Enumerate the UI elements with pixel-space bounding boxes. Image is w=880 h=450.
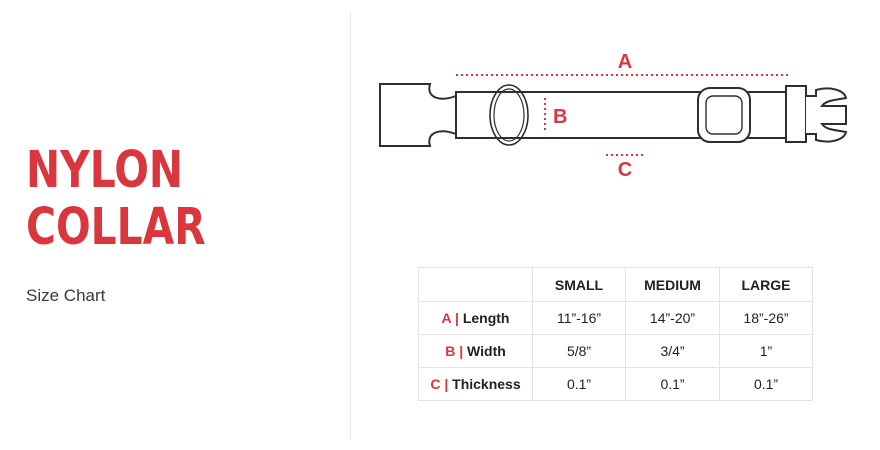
table-cell: 0.1” (533, 368, 626, 401)
table-cell: 0.1” (626, 368, 720, 401)
table-cell: 5/8” (533, 335, 626, 368)
row-name: Thickness (452, 376, 521, 392)
buckle-male-icon (786, 86, 806, 142)
title-line-1: NYLON (26, 141, 184, 200)
row-letter: C | (430, 376, 449, 392)
header-small: SMALL (533, 268, 626, 302)
table-cell: 0.1” (720, 368, 813, 401)
table-cell: 14”-20” (626, 302, 720, 335)
header-medium: MEDIUM (626, 268, 720, 302)
table-row (419, 302, 813, 335)
label-b: B (553, 106, 568, 128)
buckle-prongs (806, 88, 846, 141)
row-label-thickness (419, 368, 533, 401)
title-line-2: COLLAR (26, 198, 206, 257)
table-corner (419, 268, 533, 302)
header-large: LARGE (720, 268, 813, 302)
row-letter: A | (441, 310, 459, 326)
table-header-row (419, 268, 813, 302)
page-title (26, 142, 206, 256)
table-row (419, 335, 813, 368)
collar-diagram (370, 40, 860, 190)
subtitle: Size Chart (26, 286, 106, 305)
table-cell: 1” (720, 335, 813, 368)
row-letter: B | (445, 343, 464, 359)
row-label-width (419, 335, 533, 368)
row-name: Length (462, 310, 510, 326)
table-cell: 11”-16” (533, 302, 626, 335)
vertical-divider (350, 12, 351, 440)
row-name: Width (467, 343, 506, 359)
size-table (418, 267, 813, 401)
label-c: C (617, 159, 633, 181)
table-cell: 3/4” (626, 335, 720, 368)
table-row (419, 368, 813, 401)
table-cell: 18”-26” (720, 302, 813, 335)
buckle-female-icon (380, 84, 456, 146)
label-a: A (617, 51, 633, 73)
row-label-length (419, 302, 533, 335)
